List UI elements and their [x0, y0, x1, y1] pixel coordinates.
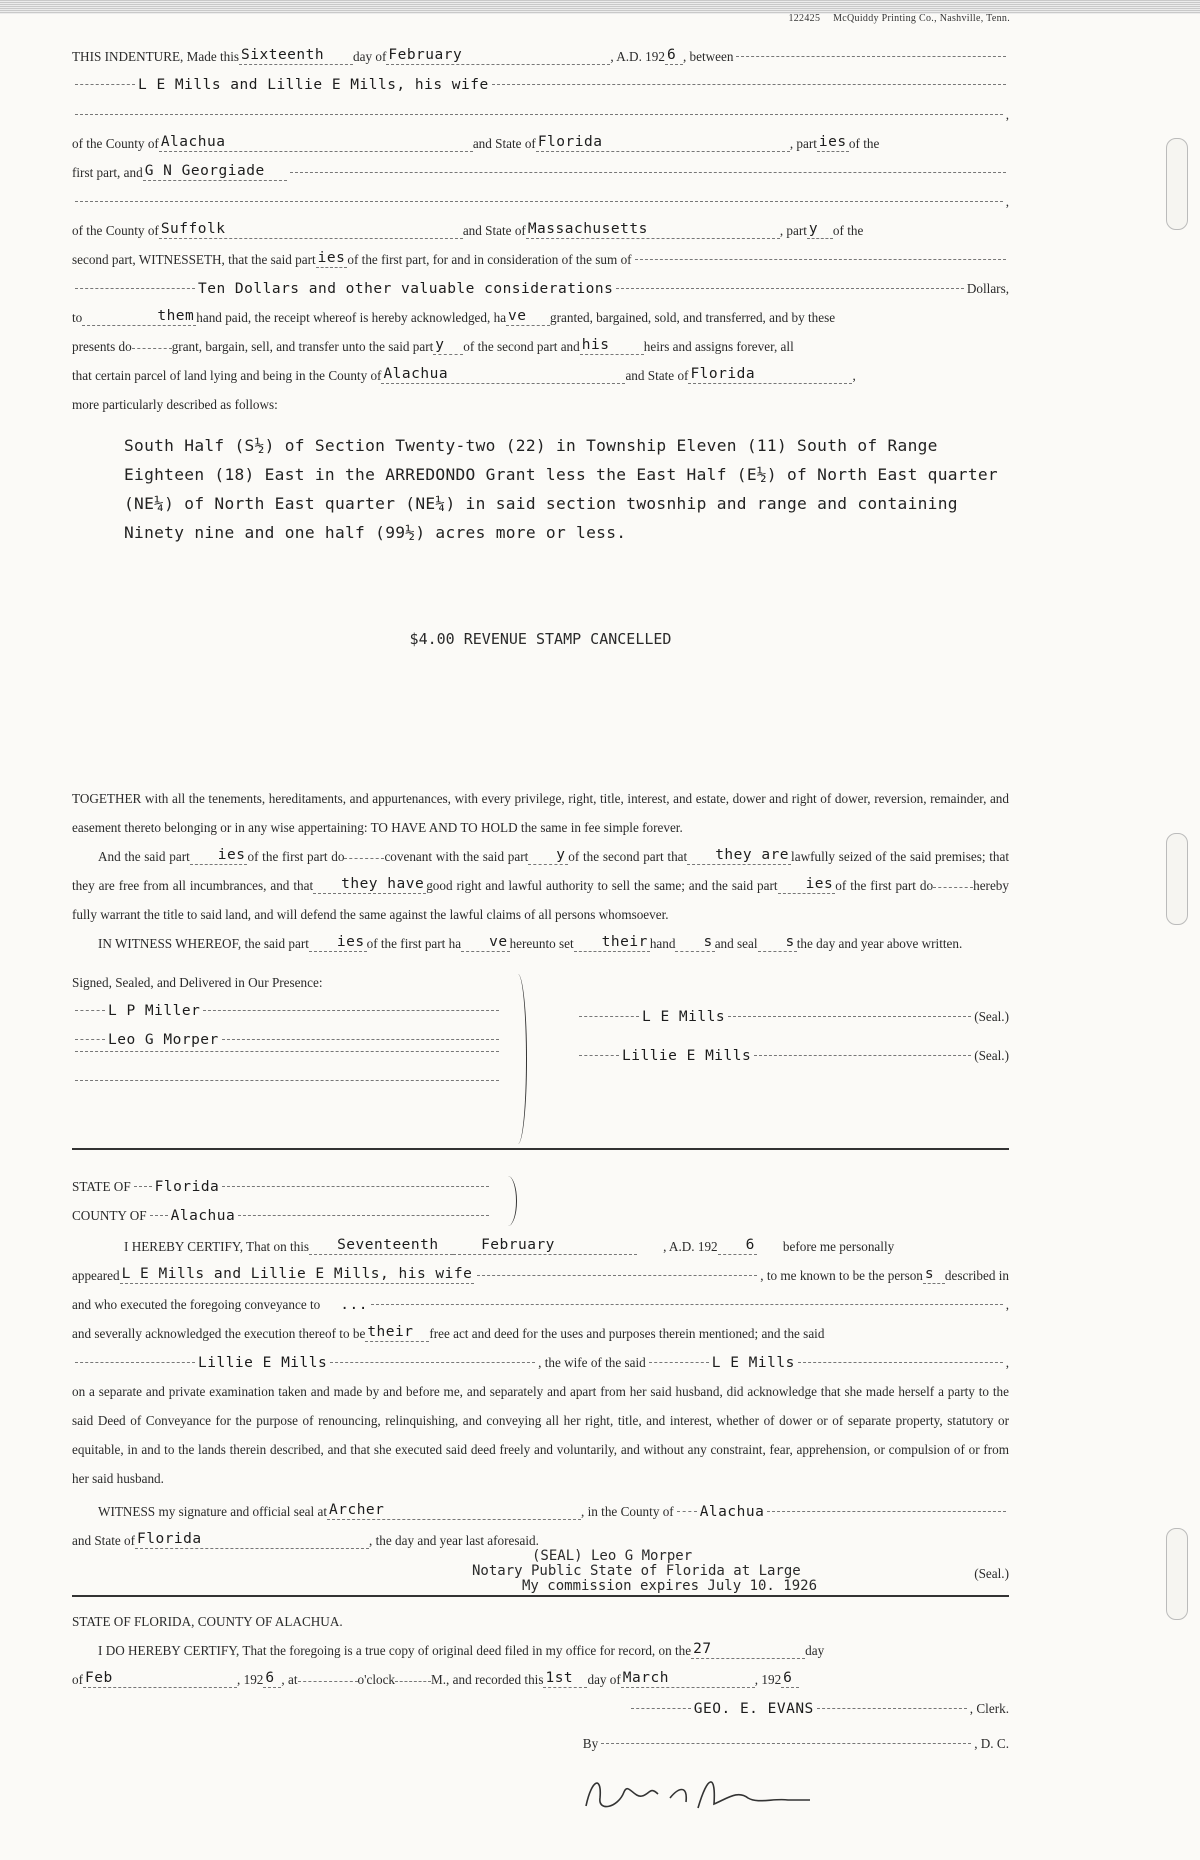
to-label: to: [72, 310, 83, 325]
dollars-label: Dollars,: [966, 281, 1009, 296]
county-of-label: COUNTY OF: [72, 1208, 147, 1223]
day-label: day: [805, 1643, 825, 1658]
filed-month: Feb: [83, 1669, 237, 1688]
grantor-names: L E Mills and Lillie E Mills, his wife: [138, 77, 489, 93]
wit-text: and seal: [714, 936, 758, 951]
fill-line: [75, 288, 195, 289]
grantee-name: G N Georgiade: [143, 162, 287, 181]
brace-icon: [502, 1176, 517, 1226]
covenant-clause: [72, 842, 1009, 929]
state-label: and State of: [472, 136, 536, 151]
recorded-month: March: [621, 1669, 755, 1688]
wit-text: IN WITNESS WHEREOF, the said part: [98, 936, 309, 951]
ack-county: Alachua: [170, 1208, 236, 1224]
wit-fill: ve: [461, 933, 509, 952]
year-label: , 192: [237, 1672, 264, 1687]
witnesseth-line: [72, 245, 1009, 274]
executed-to: ...: [340, 1297, 368, 1313]
notary-seal-text: (SEAL) Leo G Morper: [532, 1548, 693, 1564]
wit-fill: s: [675, 933, 714, 952]
cov-text: lawfully seized of the said premises; that they are free from all incumbrances, and that: [72, 849, 1009, 893]
grantee-state: Massachusetts: [526, 220, 780, 239]
ack-month: February: [453, 1236, 637, 1255]
dc-label: , D. C.: [974, 1736, 1009, 1751]
filed-year: 6: [263, 1669, 281, 1688]
in-county-text: , in the County of: [581, 1504, 674, 1519]
grantor-1-signature: L E Mills: [642, 1009, 726, 1025]
witness-2-signature: Leo G Morper: [108, 1032, 219, 1048]
first-part-label: first part, and: [72, 165, 143, 180]
fill-line: [75, 201, 1003, 202]
clerk-name: GEO. E. EVANS: [693, 1701, 814, 1717]
pronoun: his: [580, 336, 644, 355]
wife-line: Lillie E Mills , the wife of the said L E Mills ,: [72, 1348, 1009, 1377]
and-state-label: and State of: [72, 1533, 135, 1548]
cov-text: of the second part that: [568, 849, 688, 864]
wife-of-text: , the wife of the said: [538, 1355, 646, 1370]
revenue-stamp-note: $4.00 REVENUE STAMP CANCELLED: [409, 630, 672, 648]
recorded-day: 1st: [543, 1669, 587, 1688]
parcel-state: Florida: [688, 365, 852, 384]
wit-fill: ies: [309, 933, 367, 952]
cov-fill: y: [528, 846, 568, 865]
fill-line: [579, 1055, 619, 1056]
form-number: 122425: [788, 13, 821, 24]
fill-line: [75, 1362, 195, 1363]
wit-text: of the first part ha: [366, 936, 462, 951]
blank-field: [298, 1663, 358, 1682]
county-label: of the County of: [72, 223, 159, 238]
party1-suffix-b: ies: [317, 250, 346, 266]
fill-line: [579, 1016, 639, 1017]
recorded-text: M., and recorded this: [431, 1672, 544, 1687]
fill-line: [477, 1275, 757, 1276]
binder-hole-icon: [1162, 833, 1192, 923]
witness-my-line: [72, 1497, 1009, 1526]
ack-persons: L E Mills and Lillie E Mills, his wife: [121, 1266, 473, 1282]
seal-label: (Seal.): [974, 1048, 1009, 1063]
deputy-line: [72, 1729, 1009, 1758]
wit-text: hereunto set: [509, 936, 574, 951]
presents-text: presents do: [72, 339, 132, 354]
wit-text: the day and year above written.: [796, 936, 963, 951]
fill-line: [649, 1362, 709, 1363]
notary-title: Notary Public State of Florida at Large: [472, 1563, 801, 1579]
fill-line: [817, 1708, 967, 1709]
signature-block: [72, 968, 1009, 1146]
heirs-pre: of the second part and: [463, 339, 580, 354]
fill-line: [635, 259, 1006, 260]
fill-line: [798, 1362, 1003, 1363]
fill-line: [371, 1304, 1003, 1305]
have-suffix: ve: [506, 307, 550, 326]
parcel-line: that certain parcel of land lying and being in the County of Alachua and State of Florida ,: [72, 361, 1009, 390]
cov-text: of the first part do: [835, 878, 934, 893]
in-witness-clause: [72, 929, 1009, 958]
fill-line: [728, 1016, 971, 1017]
deed-month: February: [386, 46, 610, 65]
fill-line: [290, 172, 1006, 173]
deputy-signature-line: [601, 1743, 971, 1744]
blank-field: [344, 840, 384, 859]
seal-label: (Seal.): [974, 1009, 1009, 1024]
granted-text: granted, bargained, sold, and transferred, and by these: [550, 310, 836, 325]
consideration-line: [72, 274, 1009, 303]
cov-text: hereby fully warrant the title to said land, and will defend the same against the lawful claims of all persons whomsoever.: [72, 878, 1009, 922]
heirs-text: heirs and assigns forever, all: [643, 339, 794, 354]
blank-field: [132, 330, 172, 349]
separate-exam-text: on a separate and private examination taken and made by and before me, and separately and apart from her said husband, did acknowledge that she made herself a party to the said Deed of Conveyance for the purpose of renouncing, relinquishing, and conveying all her right, title, and interest, whether of dower or of separate property, statutory or equitable, in and to the lands therein described, and that she executed said deed freely and voluntarily, and without any constraint, fear, apprehension, or compulsion of or from her said husband.: [72, 1384, 1009, 1486]
fill-line: [238, 1215, 489, 1216]
ad-label: , A.D. 192: [663, 1239, 718, 1254]
wife-name: Lillie E Mills: [198, 1355, 328, 1371]
described-line: [72, 390, 1009, 419]
legal-description: South Half (S½) of Section Twenty-two (22) in Township Eleven (11) South of Range Eighteen (18) East in the ARREDONDO Grant less the East Half (E½) of North East quarter (NE¼) of North East quarter (NE¼) in said section twosnhip and range and containing Ninety nine and one half (99½) acres more or less.: [124, 436, 998, 542]
wit-fill: their: [574, 933, 650, 952]
grant-text: grant, bargain, sell, and transfer unto the said part: [171, 339, 434, 354]
before-text: before me personally: [782, 1239, 895, 1254]
fill-line: [75, 1010, 105, 1011]
fill-line: [203, 1010, 499, 1011]
appeared-label: appeared: [72, 1268, 120, 1283]
severally-line: [72, 1319, 1009, 1348]
party2-suffix-b: y: [433, 336, 463, 355]
grantor-county-line: [72, 129, 1009, 158]
party-label: , part: [789, 136, 817, 151]
by-label: By: [582, 1736, 599, 1751]
witness-column: [72, 968, 502, 1113]
notary-commission: My commission expires July 10. 1926: [522, 1578, 818, 1594]
notary-block: [72, 1548, 1009, 1595]
grantor-county: Alachua: [159, 133, 473, 152]
cov-text: And the said part: [98, 849, 190, 864]
paid-to: them: [82, 307, 196, 326]
printer-imprint: [788, 13, 1010, 24]
ack-their: their: [365, 1323, 429, 1342]
fill-line: [767, 1511, 1006, 1512]
grantee-line: [72, 158, 1009, 187]
cov-text: of the first part do: [247, 849, 345, 864]
blank-field: [933, 869, 973, 888]
state-of-label: STATE OF: [72, 1179, 131, 1194]
free-act-text: free act and deed for the uses and purposes therein mentioned; and the said: [429, 1326, 825, 1341]
record-heading: [72, 1607, 1009, 1636]
witness-my-text: WITNESS my signature and official seal at: [98, 1504, 328, 1519]
indenture-line: [72, 42, 1009, 71]
deed-day: Sixteenth: [239, 46, 353, 65]
executed-line: and who executed the foregoing conveyance to ... ,: [72, 1290, 1009, 1319]
printer-name: McQuiddy Printing Co., Nashville, Tenn.: [833, 13, 1010, 24]
at-label: , at: [281, 1672, 298, 1687]
of-the-label: of the: [832, 223, 864, 238]
cov-fill: they are: [687, 846, 791, 865]
grantor-signature-column: [576, 1002, 1009, 1070]
known-text: , to me known to be the person: [760, 1268, 923, 1283]
ack-year: 6: [718, 1236, 757, 1255]
fill-line: [677, 1511, 697, 1512]
wit-fill: s: [758, 933, 797, 952]
ack-venue: [72, 1172, 1009, 1232]
record-certify-text: I DO HEREBY CERTIFY, That the foregoing is a true copy of original deed filed in my office for record, on the: [98, 1643, 692, 1658]
husband-name: L E Mills: [711, 1355, 795, 1371]
presents-line: [72, 332, 1009, 361]
state-label: and State of: [625, 368, 689, 383]
grantor-line: [72, 71, 1009, 100]
fill-line: [150, 1215, 168, 1216]
day-of-label: day of: [587, 1672, 621, 1687]
persons-suffix: s: [923, 1265, 945, 1284]
fill-line: [736, 56, 1006, 57]
blank-line: ,: [72, 187, 1009, 216]
wit-text: hand: [649, 936, 676, 951]
blank-field: [395, 1663, 431, 1682]
blank-line: ,: [72, 100, 1009, 129]
party1-suffix: ies: [817, 133, 849, 152]
fill-line: [75, 1080, 499, 1081]
fill-line: [222, 1039, 499, 1040]
ack-state: Florida: [154, 1179, 220, 1195]
record-date-line: [72, 1665, 1009, 1694]
ad-label: , A.D. 192: [610, 49, 665, 64]
ack-county-2: Alachua: [699, 1504, 765, 1520]
consideration-text: of the first part, for and in consideration of the sum of: [347, 252, 632, 267]
binder-hole-icon: [1162, 138, 1192, 228]
receipt-text: hand paid, the receipt whereof is hereby acknowledged, ha: [196, 310, 507, 325]
of-the-label: of the: [848, 136, 880, 151]
ack-state-2: Florida: [135, 1530, 369, 1549]
fill-line: [492, 84, 1006, 85]
party-label: , part: [779, 223, 807, 238]
described-text: more particularly described as follows:: [72, 397, 278, 412]
day-year-text: , the day and year last aforesaid.: [369, 1533, 539, 1548]
consideration-amount: Ten Dollars and other valuable considerations: [198, 281, 614, 297]
notary-seal-label: (Seal.): [974, 1566, 1009, 1581]
habendum-clause: TOGETHER with all the tenements, hereditaments, and appurtenances, with every privilege, right, title, interest, and estate, dower and right of dower, reversion, remainder, and easement thereto belonging or in any wise appertaining: TO HAVE AND TO HOLD the same in fee simple forever.: [72, 791, 1009, 835]
filed-day: 27: [691, 1640, 805, 1659]
binder-hole-icon: [1162, 1528, 1192, 1618]
section-divider: [72, 1595, 1009, 1597]
fill-line: [754, 1055, 971, 1056]
deputy-clerk-signature-icon: [578, 1768, 818, 1818]
grantee-county-line: [72, 216, 1009, 245]
ack-place: Archer: [327, 1501, 581, 1520]
witnesseth-text: second part, WITNESSETH, that the said part: [72, 252, 316, 267]
recorded-year: 6: [781, 1669, 799, 1688]
party2-suffix: y: [807, 220, 833, 239]
certify-line: [72, 1232, 1009, 1261]
county-label: of the County of: [72, 136, 159, 151]
grantor-2-signature: Lillie E Mills: [622, 1048, 752, 1064]
indenture-lead: THIS INDENTURE, Made this: [72, 49, 240, 64]
grantee-county: Suffolk: [159, 220, 463, 239]
deed-body: [72, 42, 1009, 1758]
fill-line: [75, 1051, 499, 1052]
presence-label: Signed, Sealed, and Delivered in Our Presence:: [72, 975, 323, 990]
deed-year: 6: [665, 46, 683, 65]
section-divider: [72, 1148, 1009, 1150]
cov-fill: they have: [313, 875, 426, 894]
oclock-label: o'clock: [357, 1672, 396, 1687]
fill-line: [75, 114, 1003, 115]
brace-icon: [512, 974, 527, 1144]
between-label: , between: [682, 49, 734, 64]
parcel-text: that certain parcel of land lying and being in the County of: [72, 368, 382, 383]
fill-line: [134, 1186, 152, 1187]
fill-line: [222, 1186, 489, 1187]
of-label: of: [72, 1672, 83, 1687]
year-label: , 192: [754, 1672, 782, 1687]
fill-line: [330, 1362, 535, 1363]
clerk-line: [72, 1694, 1009, 1723]
certify-text: I HEREBY CERTIFY, That on this: [124, 1239, 310, 1254]
fill-line: [631, 1708, 691, 1709]
record-heading-text: STATE OF FLORIDA, COUNTY OF ALACHUA.: [72, 1614, 343, 1629]
cov-text: covenant with the said part: [384, 849, 529, 864]
appeared-line: [72, 1261, 1009, 1290]
fill-line: [616, 288, 964, 289]
cov-fill: ies: [190, 846, 248, 865]
paid-line: [72, 303, 1009, 332]
clerk-label: , Clerk.: [969, 1701, 1009, 1716]
severally-text: and severally acknowledged the execution thereof to be: [72, 1326, 366, 1341]
executed-text: and who executed the foregoing conveyance to: [72, 1297, 321, 1312]
state-label: and State of: [462, 223, 526, 238]
top-border: [0, 0, 1200, 14]
parcel-county: Alachua: [381, 365, 625, 384]
described-in-text: described in: [944, 1268, 1009, 1283]
fill-line: [75, 1039, 105, 1040]
ack-day: Seventeenth: [309, 1236, 453, 1255]
record-certify-line: [72, 1636, 1009, 1665]
notary-signature: [472, 1549, 817, 1594]
fill-line: [75, 84, 135, 85]
day-of-label: day of: [353, 49, 387, 64]
cov-text: good right and lawful authority to sell the same; and the said part: [426, 878, 778, 893]
witness-1-signature: L P Miller: [108, 1003, 201, 1019]
cov-fill: ies: [778, 875, 836, 894]
grantor-state: Florida: [536, 133, 790, 152]
